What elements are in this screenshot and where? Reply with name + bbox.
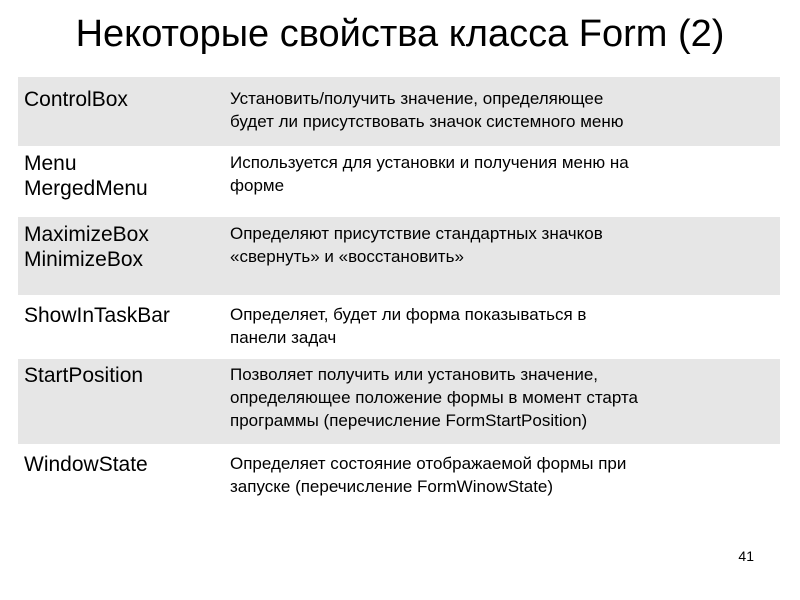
slide-title: Некоторые свойства класса Form (2)	[75, 13, 725, 55]
property-name	[18, 295, 226, 359]
property-name	[18, 444, 226, 514]
table-row	[18, 444, 780, 514]
property-name-line: MaximizeBox	[24, 223, 149, 246]
property-name	[18, 217, 226, 295]
property-description	[226, 146, 780, 217]
table-row	[18, 146, 780, 217]
property-name-line: Menu	[24, 152, 77, 175]
property-description-line: «свернуть» и «восстановить»	[230, 247, 464, 266]
property-name-line: WindowState	[24, 453, 148, 476]
property-description	[226, 444, 780, 514]
property-description-line: панели задач	[230, 328, 337, 347]
table-row	[18, 217, 780, 295]
property-description	[226, 217, 780, 295]
property-description-line: программы (перечисление FormStartPosition)	[230, 411, 588, 430]
property-description-line: Определяют присутствие стандартных значков	[230, 224, 603, 243]
table-row	[18, 77, 780, 146]
property-description-line: форме	[230, 176, 285, 195]
property-name-line: MinimizeBox	[24, 248, 144, 271]
property-description-line: определяющее положение формы в момент старта	[230, 388, 638, 407]
table-row	[18, 359, 780, 444]
table-row	[18, 295, 780, 359]
property-description-line: Позволяет получить или установить значение,	[230, 365, 599, 384]
property-description-line: будет ли присутствовать значок системного меню	[230, 112, 624, 131]
property-description-line: Определяет, будет ли форма показываться в	[230, 305, 587, 324]
property-description-line: Установить/получить значение, определяющее	[230, 89, 604, 108]
property-description-line: Используется для установки и получения меню на	[230, 153, 629, 172]
property-description-line: запуске (перечисление FormWinowState)	[230, 477, 554, 496]
page-number: 41	[738, 548, 754, 564]
property-description	[226, 359, 780, 444]
property-name	[18, 359, 226, 444]
property-name	[18, 146, 226, 217]
property-description-line: Определяет состояние отображаемой формы при	[230, 454, 627, 473]
property-name-line: StartPosition	[24, 364, 144, 387]
property-name-line: ShowInTaskBar	[24, 304, 170, 327]
property-name-line: ControlBox	[24, 88, 128, 111]
properties-table	[18, 77, 780, 514]
property-name	[18, 77, 226, 146]
property-name-line: MergedMenu	[24, 177, 148, 200]
property-description	[226, 295, 780, 359]
property-description	[226, 77, 780, 146]
